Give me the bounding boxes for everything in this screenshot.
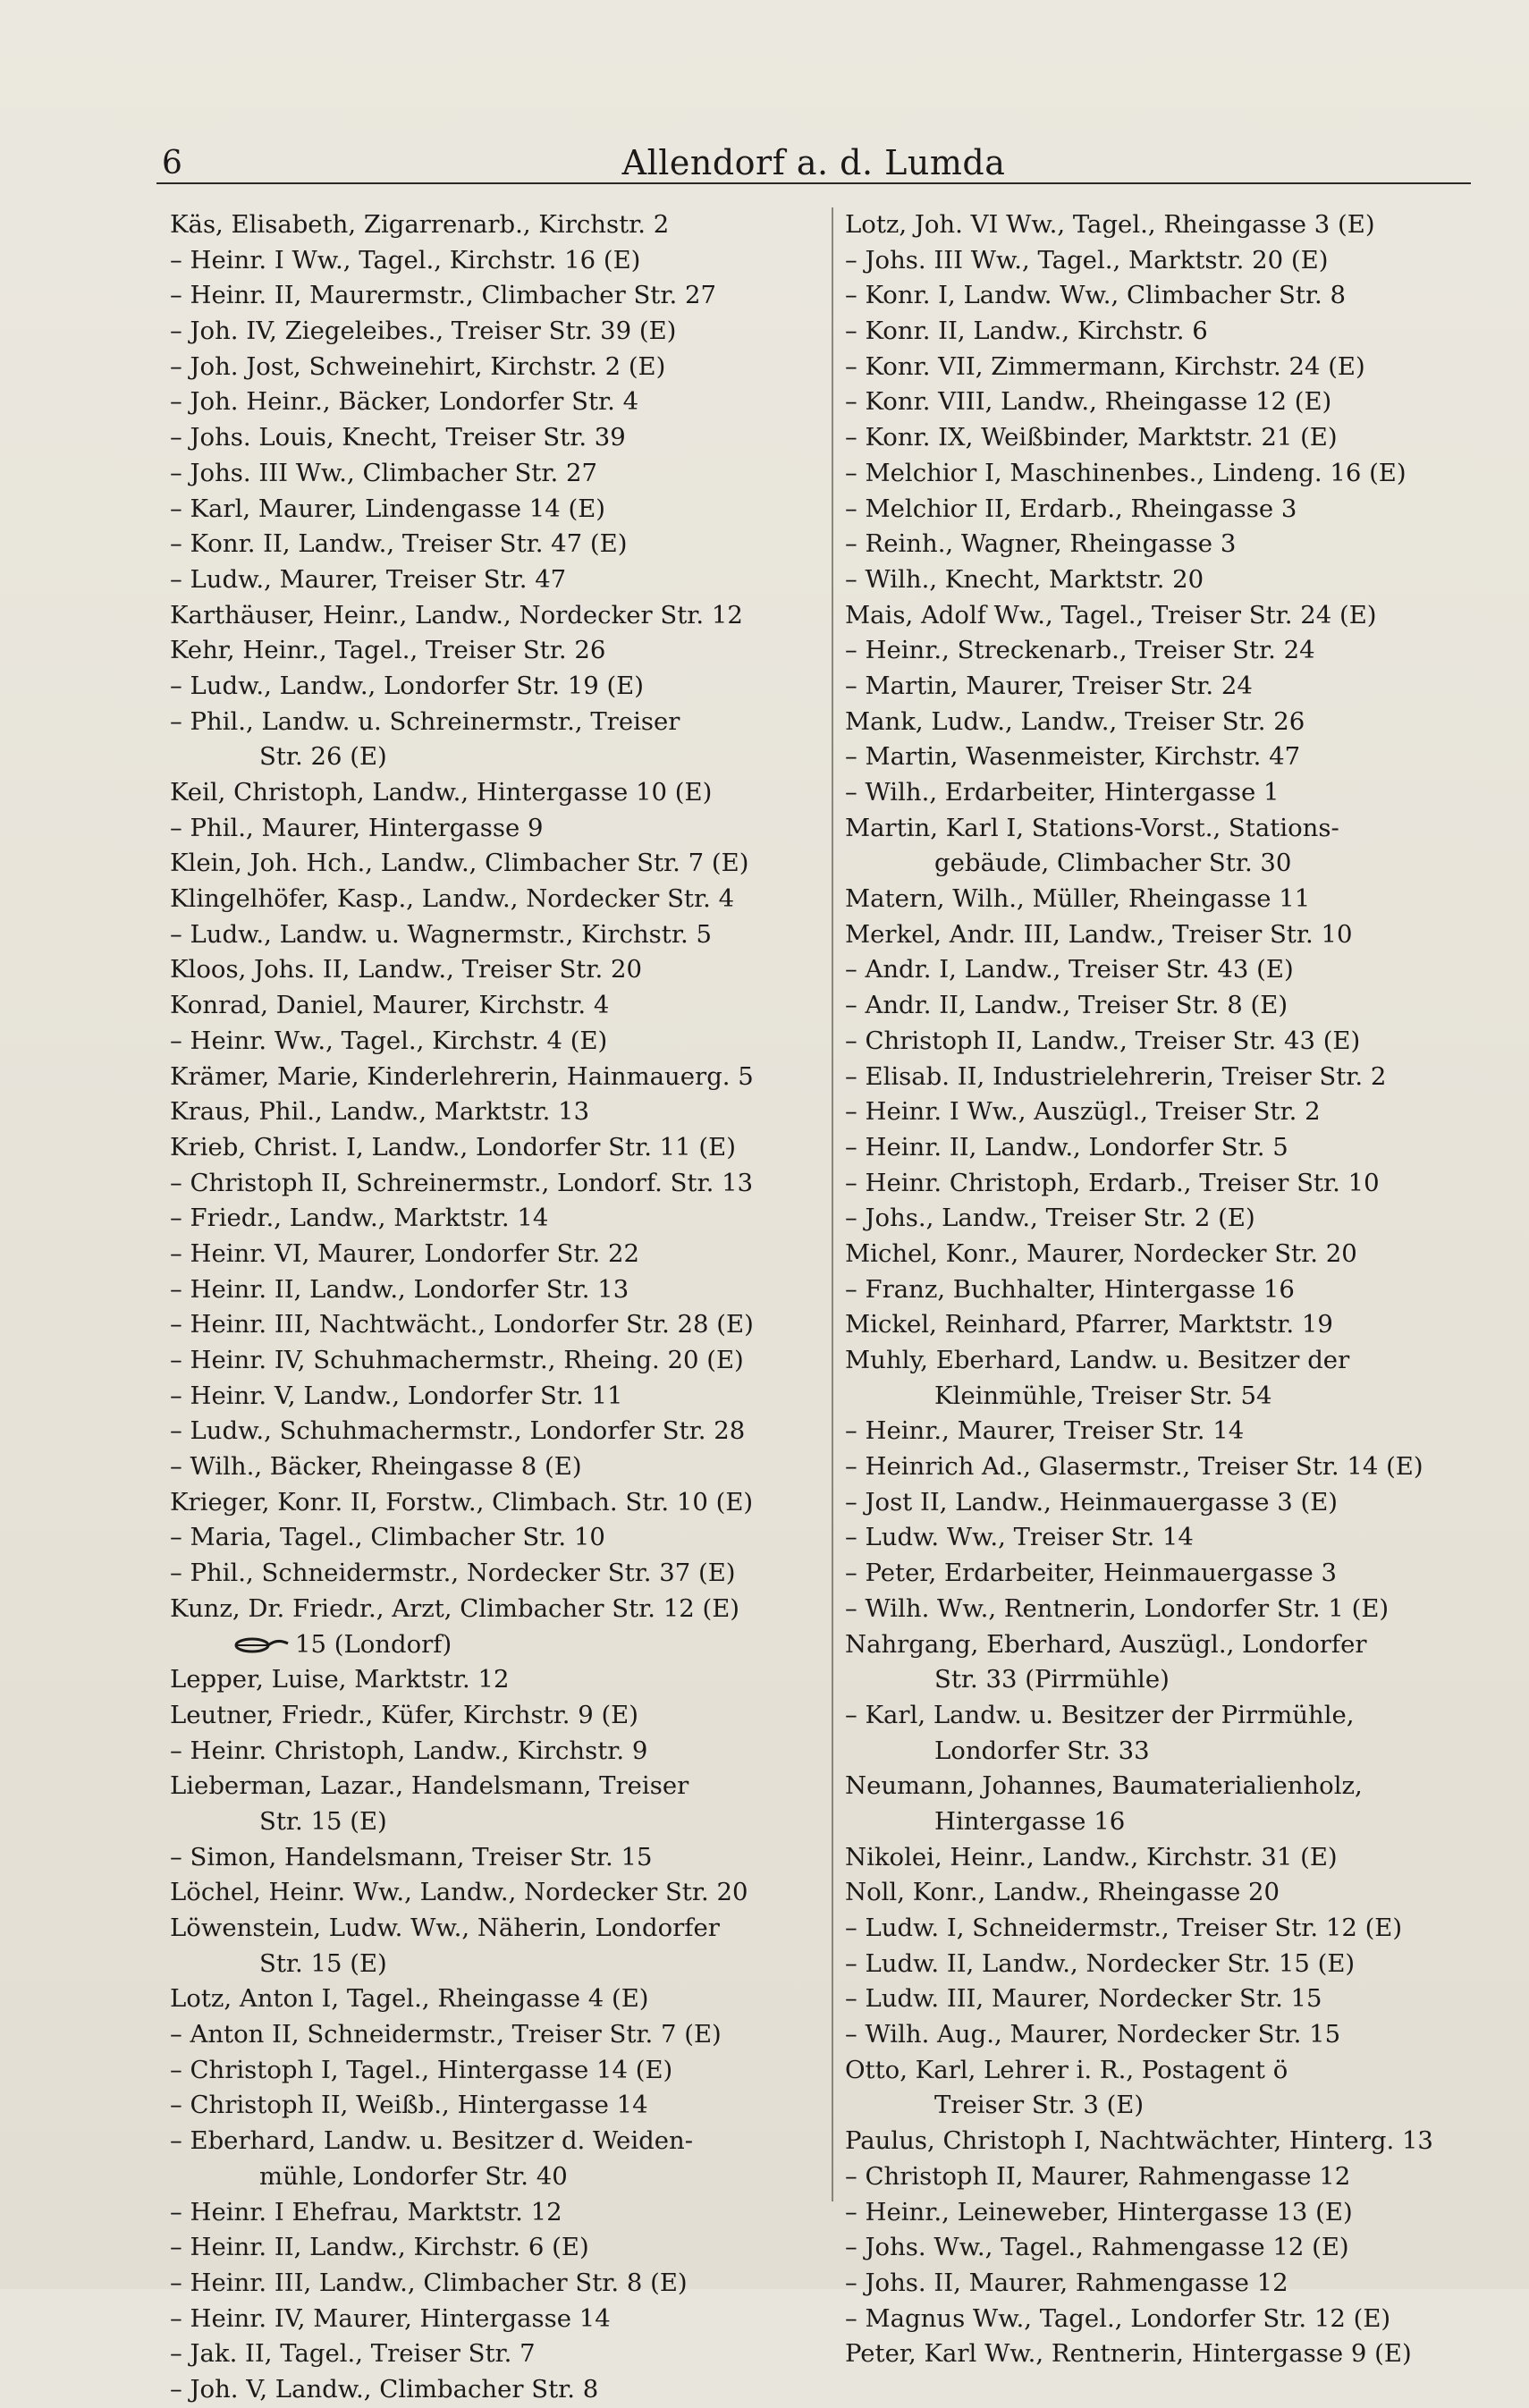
directory-entry: [170, 1166, 814, 1202]
entry-text: – Joh. V, Landw., Climbacher Str. 8: [170, 2374, 599, 2404]
entry-text: Kehr, Heinr., Tagel., Treiser Str. 26: [170, 636, 606, 665]
entry-text: Londorfer Str. 33: [934, 1736, 1150, 1765]
entry-text: Nahrgang, Eberhard, Auszügl., Londorfer: [845, 1629, 1367, 1659]
entry-text: Hintergasse 16: [934, 1806, 1126, 1836]
directory-entry: [845, 1911, 1471, 1947]
entry-text: Michel, Konr., Maurer, Nordecker Str. 20: [845, 1238, 1357, 1268]
entry-text: – Johs. Louis, Knecht, Treiser Str. 39: [170, 423, 626, 452]
entry-text: – Magnus Ww., Tagel., Londorfer Str. 12 (E): [845, 2303, 1391, 2333]
directory-entry: [845, 1520, 1471, 1556]
directory-entry: [845, 456, 1471, 492]
directory-entry: [845, 243, 1471, 279]
entry-text: Otto, Karl, Lehrer i. R., Postagent ö: [845, 2055, 1288, 2084]
directory-entry: [845, 1130, 1471, 1166]
directory-entry: [170, 1307, 814, 1343]
directory-entry: [845, 384, 1471, 420]
directory-entry: [170, 1024, 814, 1060]
directory-entry: [170, 1556, 814, 1592]
directory-entry: [170, 1201, 814, 1237]
directory-entry: [170, 384, 814, 420]
entry-text: – Christoph II, Maurer, Rahmengasse 12: [845, 2161, 1351, 2191]
directory-entry: [170, 1343, 814, 1379]
entry-text: – Heinr., Maurer, Treiser Str. 14: [845, 1416, 1245, 1446]
directory-entry: [845, 775, 1471, 811]
directory-entry: [170, 705, 814, 740]
entry-text: Matern, Wilh., Müller, Rheingasse 11: [845, 884, 1311, 914]
directory-entry: [845, 492, 1471, 528]
directory-entry: [170, 527, 814, 562]
entry-text: – Phil., Landw. u. Schreinermstr., Treiser: [170, 706, 680, 736]
entry-text: – Phil., Schneidermstr., Nordecker Str. 37 (E): [170, 1559, 736, 1588]
entry-text: – Phil., Maurer, Hintergasse 9: [170, 813, 544, 842]
directory-entry: [170, 1804, 814, 1840]
directory-entry: [170, 1981, 814, 2017]
entry-text: Keil, Christoph, Landw., Hintergasse 10 (E): [170, 778, 713, 807]
entry-text: – Simon, Handelsmann, Treiser Str. 15: [170, 1842, 653, 1871]
entry-text: – Martin, Wasenmeister, Kirchstr. 47: [845, 742, 1301, 772]
entry-text: – Joh. Jost, Schweinehirt, Kirchstr. 2 (E): [170, 351, 666, 381]
directory-entry: [845, 952, 1471, 988]
directory-entry: [170, 562, 814, 598]
entry-text: – Johs. III Ww., Tagel., Marktstr. 20 (E): [845, 245, 1329, 275]
entry-text: – Jost II, Landw., Heinmauergasse 3 (E): [845, 1487, 1339, 1517]
entry-text: – Heinr. III, Nachtwächt., Londorfer Str. 28 (E): [170, 1310, 754, 1339]
entry-text: – Christoph II, Weißb., Hintergasse 14: [170, 2091, 648, 2120]
entry-text: – Konr. II, Landw., Treiser Str. 47 (E): [170, 529, 628, 559]
entry-text: – Christoph I, Tagel., Hintergasse 14 (E): [170, 2055, 673, 2084]
entry-text: – Heinr. II, Landw., Londorfer Str. 13: [170, 1274, 629, 1304]
directory-entry: [170, 1662, 814, 1698]
entry-text: – Heinr., Streckenarb., Treiser Str. 24: [845, 636, 1315, 665]
entry-text: – Karl, Maurer, Lindengasse 14 (E): [170, 494, 606, 523]
telephone-icon: [232, 1636, 290, 1654]
directory-entry: [845, 1734, 1471, 1770]
entry-text: – Karl, Landw. u. Besitzer der Pirrmühle,: [845, 1700, 1355, 1729]
directory-entry: [170, 1414, 814, 1449]
directory-entry: [845, 1343, 1471, 1379]
entry-text: – Johs., Landw., Treiser Str. 2 (E): [845, 1204, 1255, 1233]
directory-entry: [170, 2230, 814, 2266]
directory-entry: [170, 1875, 814, 1911]
entry-text: Muhly, Eberhard, Landw. u. Besitzer der: [845, 1346, 1350, 1374]
directory-entry: [170, 1485, 814, 1521]
directory-entry: [845, 1875, 1471, 1911]
entry-text: – Konr. VIII, Landw., Rheingasse 12 (E): [845, 387, 1332, 417]
entry-text: Konrad, Daniel, Maurer, Kirchstr. 4: [170, 991, 610, 1020]
entry-text: Krieger, Konr. II, Forstw., Climbach. Str. 10 (E): [170, 1487, 754, 1517]
directory-entry: [170, 2195, 814, 2231]
entry-text: – Heinrich Ad., Glasermstr., Treiser Str. 14 (E): [845, 1452, 1423, 1482]
entry-text: – Ludw. II, Landw., Nordecker Str. 15 (E): [845, 1948, 1356, 1978]
entry-text: – Heinr. I Ww., Auszügl., Treiser Str. 2: [845, 1097, 1321, 1127]
directory-entry: [170, 2336, 814, 2372]
directory-entry: [845, 278, 1471, 314]
column-divider: [832, 207, 833, 2201]
entry-text: – Heinr. II, Landw., Kirchstr. 6 (E): [170, 2233, 589, 2262]
directory-entry: [845, 2017, 1471, 2053]
directory-entry: [845, 917, 1471, 953]
entry-text: Mickel, Reinhard, Pfarrer, Marktstr. 19: [845, 1310, 1333, 1339]
directory-entry: [170, 988, 814, 1024]
directory-entry: [170, 775, 814, 811]
directory-entry: [170, 1592, 814, 1627]
directory-entry: [170, 1734, 814, 1770]
entry-text: – Wilh., Erdarbeiter, Hintergasse 1: [845, 778, 1280, 807]
directory-entry: [845, 2053, 1471, 2089]
entry-text: – Wilh. Aug., Maurer, Nordecker Str. 15: [845, 2020, 1341, 2049]
directory-entry: [845, 598, 1471, 634]
directory-entry: [845, 1094, 1471, 1130]
entry-text: – Wilh., Bäcker, Rheingasse 8 (E): [170, 1452, 582, 1482]
directory-entry: [845, 562, 1471, 598]
entry-text: Merkel, Andr. III, Landw., Treiser Str. 10: [845, 919, 1353, 949]
entry-text: – Joh. IV, Ziegeleibes., Treiser Str. 39 (E): [170, 317, 677, 346]
directory-entry: [170, 811, 814, 847]
directory-entry: [845, 988, 1471, 1024]
entry-text: – Heinr. V, Landw., Londorfer Str. 11: [170, 1381, 623, 1410]
entry-text: – Heinr. I Ehefrau, Marktstr. 12: [170, 2197, 562, 2226]
left-column: [170, 207, 814, 2408]
entry-text: Neumann, Johannes, Baumaterialienholz,: [845, 1771, 1363, 1801]
directory-entry: [170, 1911, 814, 1947]
directory-entry: [845, 811, 1471, 847]
directory-entry: [845, 1485, 1471, 1521]
directory-entry: [845, 1627, 1471, 1663]
entry-text: – Maria, Tagel., Climbacher Str. 10: [170, 1523, 605, 1552]
entry-text: Str. 26 (E): [259, 742, 387, 772]
directory-entry: [170, 1698, 814, 1734]
entry-text: – Heinr. II, Maurermstr., Climbacher Str. 27: [170, 281, 716, 310]
directory-entry: [845, 2124, 1471, 2159]
directory-entry: [170, 2088, 814, 2124]
directory-entry: [845, 1060, 1471, 1095]
entry-text: – Jak. II, Tagel., Treiser Str. 7: [170, 2339, 536, 2369]
directory-entry: [845, 2302, 1471, 2337]
directory-entry: [845, 882, 1471, 917]
entry-text: – Heinr. Ww., Tagel., Kirchstr. 4 (E): [170, 1026, 608, 1055]
directory-entry: [845, 2230, 1471, 2266]
entry-text: Kraus, Phil., Landw., Marktstr. 13: [170, 1097, 590, 1127]
directory-entry: [845, 1449, 1471, 1485]
directory-entry: [845, 1166, 1471, 1202]
directory-entry: [170, 456, 814, 492]
entry-text: – Heinr. Christoph, Erdarb., Treiser Str. 10: [845, 1168, 1380, 1197]
directory-entry: [845, 1024, 1471, 1060]
entry-text: Mank, Ludw., Landw., Treiser Str. 26: [845, 706, 1305, 736]
directory-entry: [845, 1272, 1471, 1308]
entry-text: Lotz, Joh. VI Ww., Tagel., Rheingasse 3 (E): [845, 210, 1375, 239]
directory-entry: [845, 2088, 1471, 2124]
directory-entry: [845, 1804, 1471, 1840]
page-number: 6: [162, 145, 182, 182]
entry-text: Nikolei, Heinr., Landw., Kirchstr. 31 (E): [845, 1842, 1338, 1871]
directory-entry: [170, 1237, 814, 1272]
directory-entry: [170, 314, 814, 350]
entry-text: Löwenstein, Ludw. Ww., Näherin, Londorfer: [170, 1914, 720, 1942]
directory-entry: [845, 2336, 1471, 2372]
entry-text: – Konr. II, Landw., Kirchstr. 6: [845, 317, 1208, 346]
directory-entry: [845, 1947, 1471, 1982]
directory-entry: [170, 2372, 814, 2408]
directory-entry: [845, 705, 1471, 740]
directory-entry: [845, 1698, 1471, 1734]
entry-text: Käs, Elisabeth, Zigarrenarb., Kirchstr. 2: [170, 210, 670, 239]
entry-text: – Andr. I, Landw., Treiser Str. 43 (E): [845, 955, 1294, 984]
directory-entry: [170, 350, 814, 385]
entry-text: – Heinr. Christoph, Landw., Kirchstr. 9: [170, 1736, 648, 1765]
directory-entry: [170, 739, 814, 775]
entry-text: – Christoph II, Landw., Treiser Str. 43 (E): [845, 1026, 1361, 1055]
entry-text: – Peter, Erdarbeiter, Heinmauergasse 3: [845, 1559, 1338, 1588]
directory-entry: [170, 207, 814, 243]
entry-text: – Wilh. Ww., Rentnerin, Londorfer Str. 1 (E): [845, 1593, 1390, 1623]
directory-entry: [170, 1272, 814, 1308]
directory-entry: [845, 2266, 1471, 2302]
entry-text: Leutner, Friedr., Küfer, Kirchstr. 9 (E): [170, 1700, 638, 1729]
entry-text: – Konr. VII, Zimmermann, Kirchstr. 24 (E): [845, 351, 1365, 381]
right-column: [845, 207, 1471, 2372]
entry-text: Treiser Str. 3 (E): [934, 2091, 1145, 2120]
directory-entry: [845, 1201, 1471, 1237]
entry-text: – Heinr. IV, Maurer, Hintergasse 14: [170, 2303, 611, 2333]
entry-text: 15 (Londorf): [295, 1629, 452, 1659]
entry-text: Str. 15 (E): [259, 1806, 387, 1836]
entry-text: – Heinr. II, Landw., Londorfer Str. 5: [845, 1132, 1288, 1162]
entry-text: Kloos, Johs. II, Landw., Treiser Str. 20: [170, 955, 642, 984]
entry-text: – Joh. Heinr., Bäcker, Londorfer Str. 4: [170, 387, 639, 417]
entry-text: – Konr. I, Landw. Ww., Climbacher Str. 8: [845, 281, 1346, 310]
directory-entry: [845, 739, 1471, 775]
directory-entry: [845, 1662, 1471, 1698]
directory-entry: [170, 669, 814, 705]
entry-text: Peter, Karl Ww., Rentnerin, Hintergasse 9 (E): [845, 2339, 1412, 2369]
entry-text: Kunz, Dr. Friedr., Arzt, Climbacher Str. 12 (E): [170, 1593, 740, 1623]
directory-entry: [170, 598, 814, 634]
directory-entry: [845, 1307, 1471, 1343]
entry-text: – Konr. IX, Weißbinder, Marktstr. 21 (E): [845, 423, 1338, 452]
directory-entry: [170, 2053, 814, 2089]
directory-entry: [170, 1769, 814, 1804]
entry-text: – Johs. III Ww., Climbacher Str. 27: [170, 458, 597, 487]
entry-text: Krämer, Marie, Kinderlehrerin, Hainmauerg. 5: [170, 1061, 754, 1091]
entry-text: Lotz, Anton I, Tagel., Rheingasse 4 (E): [170, 1984, 649, 2014]
entry-text: – Ludw. I, Schneidermstr., Treiser Str. 12 (E): [845, 1914, 1403, 1942]
entry-text: – Ludw. Ww., Treiser Str. 14: [845, 1523, 1194, 1552]
directory-entry: [170, 633, 814, 669]
directory-entry: [170, 1449, 814, 1485]
entry-text: – Melchior II, Erdarb., Rheingasse 3: [845, 494, 1297, 523]
directory-entry: [845, 350, 1471, 385]
directory-entry: [845, 1981, 1471, 2017]
entry-text: – Christoph II, Schreinermstr., Londorf. Str. 13: [170, 1168, 754, 1197]
page-header: [156, 141, 1471, 184]
entry-text: – Heinr. IV, Schuhmachermstr., Rheing. 20 (E): [170, 1346, 744, 1374]
entry-text: Lieberman, Lazar., Handelsmann, Treiser: [170, 1771, 689, 1801]
entry-text: Str. 15 (E): [259, 1948, 387, 1978]
directory-entry: [170, 420, 814, 456]
entry-text: – Melchior I, Maschinenbes., Lindeng. 16 (E): [845, 458, 1407, 487]
directory-entry: [845, 1769, 1471, 1804]
entry-text: – Heinr. I Ww., Tagel., Kirchstr. 16 (E): [170, 245, 641, 275]
entry-text: – Anton II, Schneidermstr., Treiser Str. 7 (E): [170, 2020, 722, 2049]
directory-entry: [170, 1094, 814, 1130]
entry-text: – Reinh., Wagner, Rheingasse 3: [845, 529, 1237, 559]
directory-entry: [170, 952, 814, 988]
directory-entry: [170, 2302, 814, 2337]
entry-text: – Ludw., Maurer, Treiser Str. 47: [170, 564, 567, 594]
directory-entry: [845, 1556, 1471, 1592]
directory-entry: [170, 917, 814, 953]
running-title: Allendorf a. d. Lumda: [621, 143, 1006, 182]
entry-text: Noll, Konr., Landw., Rheingasse 20: [845, 1878, 1280, 1907]
entry-text: – Elisab. II, Industrielehrerin, Treiser Str. 2: [845, 1061, 1387, 1091]
entry-text: Martin, Karl I, Stations-Vorst., Stations-: [845, 813, 1339, 842]
entry-text: Lepper, Luise, Marktstr. 12: [170, 1665, 510, 1694]
directory-entry: [845, 527, 1471, 562]
entry-text: – Heinr. III, Landw., Climbacher Str. 8 (E): [170, 2268, 688, 2297]
entry-text: Klein, Joh. Hch., Landw., Climbacher Str. 7 (E): [170, 849, 749, 878]
directory-entry: [170, 2159, 814, 2195]
directory-entry: [170, 1379, 814, 1415]
directory-entry: [845, 633, 1471, 669]
directory-entry: [170, 1840, 814, 1876]
directory-entry: [170, 1520, 814, 1556]
entry-text: Mais, Adolf Ww., Tagel., Treiser Str. 24 (E): [845, 600, 1377, 629]
entry-text: – Franz, Buchhalter, Hintergasse 16: [845, 1274, 1295, 1304]
entry-text: – Wilh., Knecht, Marktstr. 20: [845, 564, 1204, 594]
entry-text: – Andr. II, Landw., Treiser Str. 8 (E): [845, 991, 1288, 1020]
entry-text: Karthäuser, Heinr., Landw., Nordecker Str. 12: [170, 600, 743, 629]
entry-text: Kleinmühle, Treiser Str. 54: [934, 1381, 1272, 1410]
entry-text: – Ludw., Landw., Londorfer Str. 19 (E): [170, 671, 644, 700]
entry-text: Krieb, Christ. I, Landw., Londorfer Str. 11 (E): [170, 1132, 736, 1162]
directory-entry: [170, 2266, 814, 2302]
directory-entry: [845, 420, 1471, 456]
entry-text: – Heinr., Leineweber, Hintergasse 13 (E): [845, 2197, 1353, 2226]
directory-entry: [845, 1379, 1471, 1415]
directory-entry: [845, 1592, 1471, 1627]
entry-text: gebäude, Climbacher Str. 30: [934, 849, 1292, 878]
directory-entry: [845, 1414, 1471, 1449]
entry-text: Klingelhöfer, Kasp., Landw., Nordecker Str. 4: [170, 884, 735, 914]
directory-entry: [845, 846, 1471, 882]
entry-text: Str. 33 (Pirrmühle): [934, 1665, 1170, 1694]
directory-entry: [845, 2195, 1471, 2231]
entry-text: Paulus, Christoph I, Nachtwächter, Hinterg. 13: [845, 2126, 1433, 2156]
directory-entry: [845, 1840, 1471, 1876]
entry-text: – Heinr. VI, Maurer, Londorfer Str. 22: [170, 1238, 640, 1268]
entry-text: – Johs. II, Maurer, Rahmengasse 12: [845, 2268, 1288, 2297]
entry-text: – Friedr., Landw., Marktstr. 14: [170, 1204, 549, 1233]
directory-entry: [845, 669, 1471, 705]
entry-text: – Johs. Ww., Tagel., Rahmengasse 12 (E): [845, 2233, 1349, 2262]
directory-entry: [845, 2159, 1471, 2195]
entry-text: – Eberhard, Landw. u. Besitzer d. Weiden-: [170, 2126, 694, 2156]
directory-entry: [170, 2124, 814, 2159]
directory-entry: [170, 2017, 814, 2053]
directory-entry: [170, 492, 814, 528]
entry-text: – Ludw. III, Maurer, Nordecker Str. 15: [845, 1984, 1322, 2014]
directory-entry: [845, 314, 1471, 350]
entry-text: – Ludw., Schuhmachermstr., Londorfer Str. 28: [170, 1416, 746, 1446]
entry-text: – Martin, Maurer, Treiser Str. 24: [845, 671, 1253, 700]
entry-text: – Ludw., Landw. u. Wagnermstr., Kirchstr. 5: [170, 919, 712, 949]
directory-entry: [170, 243, 814, 279]
directory-entry: [170, 1947, 814, 1982]
entry-text: Löchel, Heinr. Ww., Landw., Nordecker Str. 20: [170, 1878, 748, 1907]
directory-entry: [170, 846, 814, 882]
directory-entry: [170, 1627, 814, 1663]
entry-text: mühle, Londorfer Str. 40: [259, 2161, 568, 2191]
directory-entry: [845, 1237, 1471, 1272]
directory-entry: [170, 1060, 814, 1095]
directory-entry: [170, 278, 814, 314]
directory-entry: [845, 207, 1471, 243]
directory-entry: [170, 882, 814, 917]
directory-entry: [170, 1130, 814, 1166]
